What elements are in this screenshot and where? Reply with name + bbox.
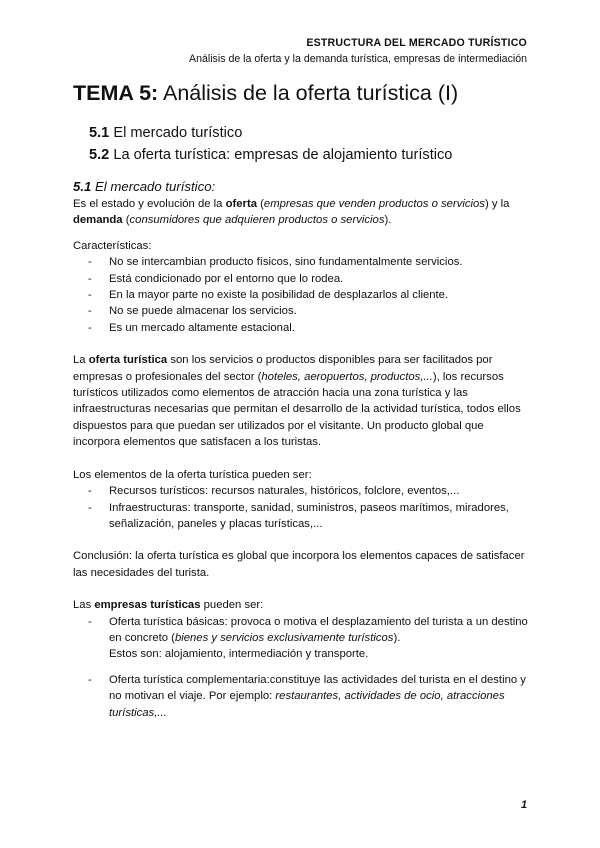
dash-bullet: - bbox=[88, 615, 92, 628]
list-item bbox=[73, 287, 533, 303]
caracteristicas-list bbox=[73, 254, 533, 336]
page-title-text: Análisis de la oferta turística (I) bbox=[158, 81, 459, 105]
dash-bullet: - bbox=[88, 501, 92, 514]
list-item-italic: restaurantes, actividades de ocio, atracciones turísticas,... bbox=[109, 690, 505, 719]
list-item-text: Estos son: alojamiento, intermediación y transporte. bbox=[109, 648, 369, 661]
toc-item-number: 5.2 bbox=[89, 147, 110, 163]
list-item-text: Oferta turística complementaria:constituye las actividades del turista en el destino y no motivan el viaje. Por ejemplo: bbox=[109, 673, 526, 703]
conclusion-paragraph: Conclusión: la oferta turística es global que incorpora los elementos capaces de satisfacer las necesidades del turista. bbox=[73, 550, 525, 579]
list-item bbox=[73, 500, 533, 533]
list-item-text: No se puede almacenar los servicios. bbox=[109, 305, 297, 318]
list-item-text: No se intercambian producto físicos, sino fundamentalmente servicios. bbox=[109, 256, 463, 269]
header-subtitle: Análisis de la oferta y la demanda turística, empresas de intermediación bbox=[189, 53, 527, 65]
intro-text: ). bbox=[384, 214, 392, 227]
list-item bbox=[73, 614, 533, 663]
dash-bullet: - bbox=[88, 485, 92, 498]
list-item-text: ). bbox=[393, 631, 401, 644]
elementos-list bbox=[73, 483, 533, 532]
section-heading-number: 5.1 bbox=[73, 179, 92, 194]
page-title bbox=[73, 81, 458, 106]
intro-italic: consumidores que adquieren productos o servicios bbox=[129, 214, 385, 227]
paragraph-text: son los servicios o productos disponibles para ser facilitados por empresas o profesionales del sector ( bbox=[73, 354, 493, 383]
paragraph-text: La bbox=[73, 354, 89, 367]
list-item-text: Es un mercado altamente estacional. bbox=[109, 321, 295, 334]
list-item-italic: bienes y servicios exclusivamente turísticos bbox=[174, 631, 394, 644]
table-of-contents bbox=[89, 124, 452, 168]
paragraph-italic: hoteles, aeropuertos, productos,... bbox=[261, 370, 433, 383]
list-item bbox=[73, 303, 533, 319]
list-item-text: Infraestructuras: transporte, sanidad, suministros, paseos marítimos, miradores, señalización, paneles y placas turísticas,... bbox=[109, 501, 509, 530]
list-item-text: Recursos turísticos: recursos naturales, históricos, folclore, eventos,... bbox=[109, 485, 460, 498]
empresas-label bbox=[73, 597, 533, 613]
list-item bbox=[73, 320, 533, 336]
section-heading bbox=[73, 178, 533, 195]
list-item-text: Está condicionado por el entorno que lo rodea. bbox=[109, 272, 344, 285]
dash-bullet: - bbox=[88, 256, 92, 269]
empresas-list bbox=[73, 614, 533, 721]
paragraph-text: ), los recursos turísticos utilizados como elementos de atracción hacia una zona turística y las infraestructuras necesarias que permitan el desarrollo de la actividad turística, todos ellos dispuestos para que puedan ser utilizados por el visitante. Un producto global que incorpora elementos que satisfacen a los turistas. bbox=[73, 370, 521, 449]
intro-bold-oferta: oferta bbox=[225, 198, 257, 210]
intro-paragraph bbox=[73, 196, 533, 229]
toc-item-text: El mercado turístico bbox=[109, 125, 243, 141]
elementos-label: Los elementos de la oferta turística pueden ser: bbox=[73, 468, 312, 481]
intro-italic: empresas que venden productos o servicios bbox=[263, 198, 485, 210]
bold-oferta-turistica: oferta turística bbox=[88, 354, 168, 367]
main-content bbox=[73, 178, 533, 721]
list-item bbox=[73, 254, 533, 270]
intro-bold-demanda: demanda bbox=[73, 214, 123, 227]
toc-item-text: La oferta turística: empresas de alojamiento turístico bbox=[109, 147, 453, 163]
dash-bullet: - bbox=[88, 272, 92, 285]
toc-item-5-1 bbox=[89, 124, 452, 146]
intro-text: ( bbox=[122, 214, 130, 227]
header-title: ESTRUCTURA DEL MERCADO TURÍSTICO bbox=[306, 37, 527, 49]
intro-text: Es el estado y evolución de la bbox=[73, 198, 226, 210]
section-heading-title: El mercado turístico: bbox=[91, 179, 216, 194]
dash-bullet: - bbox=[88, 673, 92, 686]
oferta-paragraph bbox=[73, 352, 533, 450]
dash-bullet: - bbox=[88, 305, 92, 318]
list-item bbox=[73, 483, 533, 499]
intro-text: ( bbox=[257, 198, 264, 210]
caracteristicas-label: Características: bbox=[73, 239, 152, 252]
toc-item-number: 5.1 bbox=[89, 125, 110, 141]
page-number: 1 bbox=[521, 799, 528, 811]
list-item bbox=[73, 672, 533, 721]
toc-item-5-2 bbox=[89, 146, 452, 168]
list-item-text: En la mayor parte no existe la posibilidad de desplazarlos al cliente. bbox=[109, 289, 449, 302]
list-item bbox=[73, 271, 533, 287]
paragraph-text: pueden ser: bbox=[200, 599, 264, 612]
dash-bullet: - bbox=[88, 321, 92, 334]
list-item-text: Oferta turística básicas: provoca o motiva el desplazamiento del turista a un destino en concreto ( bbox=[109, 615, 528, 644]
page-title-number: TEMA 5: bbox=[73, 81, 159, 105]
intro-text: ) y la bbox=[484, 198, 510, 210]
bold-empresas-turisticas: empresas turísticas bbox=[94, 599, 201, 612]
paragraph-text: Las bbox=[73, 599, 95, 612]
dash-bullet: - bbox=[88, 289, 92, 302]
